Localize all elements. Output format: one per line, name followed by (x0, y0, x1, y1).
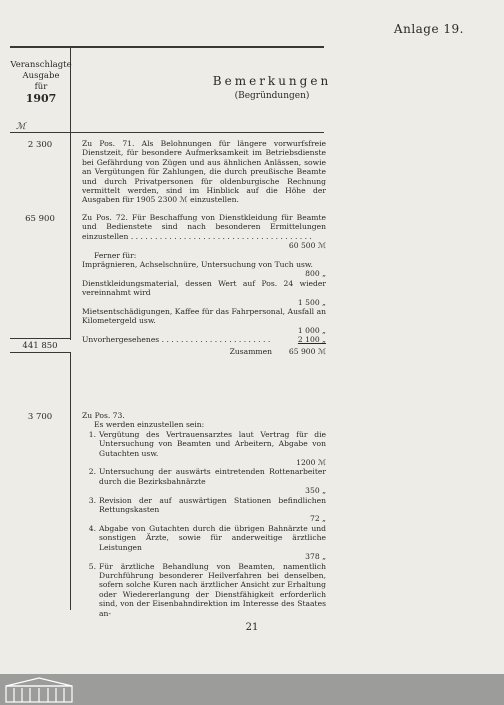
pos-73-item (82, 496, 326, 524)
pos-71-text: Zu Pos. 71. Als Belohnungen für längere vorwurfsfreie Dienstzeit, für besondere Aufmerksamkeit im Betriebsdienste bei Gefährdung von Zügen und aus ähnlichen Anlässen, sowie an Vergütungen für Zahlungen, die durch preußische Beamte und durch Privatpersonen für oldenburgische Rechnung vermittelt werden, sind im Hinblick auf die Höhe der Ausgaben für 1905 2300 ℳ einzustellen. (82, 139, 326, 205)
amount-pos-71: 2 300 (27, 140, 53, 150)
section-pos-73 (82, 411, 326, 618)
pos-72-item-value: 1 500 „ (297, 297, 326, 307)
remarks-subtitle: (Begründungen) (234, 91, 310, 101)
column-divider-lower (70, 352, 71, 610)
amount-subtotal: 441 850 (22, 341, 58, 351)
top-rule (10, 46, 324, 48)
amount-column-header (10, 60, 72, 133)
page-number: 21 (245, 622, 259, 633)
pos-72-total-value: 65 900 ℳ (288, 346, 326, 356)
pos-73-item (82, 467, 326, 495)
pos-73-item-number: 1. (88, 429, 96, 439)
pos-72-item-value: 800 „ (305, 269, 326, 279)
pos-72-intro-row (82, 213, 326, 241)
header-line-1: Veranschlagte (10, 60, 72, 70)
pos-73-item-text: Untersuchung der auswärts eintretenden Rottenarbeiter durch die Bezirksbahnärzte (99, 467, 326, 486)
pos-72-item (82, 279, 326, 307)
pos-73-item-value: 1200 ℳ (296, 458, 326, 468)
pos-72-intro-value: 60 500 ℳ (288, 241, 326, 251)
subtotal-rule-bottom (10, 352, 71, 353)
amount-pos-73: 3 700 (27, 412, 53, 422)
pos-73-item-text: Abgabe von Gutachten durch die übrigen Bahnärzte und sonstigen Ärzte, sowie für anderweitige ärztliche Leistungen (99, 523, 326, 552)
pos-72-item-label: Dienstkleidungsmaterial, dessen Wert auf Pos. 24 wieder vereinnahmt wird (82, 278, 326, 298)
pos-72-item (82, 335, 326, 344)
pos-72-item-value: 2 100 „ (297, 335, 326, 345)
amount-pos-72: 65 900 (25, 214, 55, 224)
subtotal-rule-top (10, 338, 71, 339)
remarks-title: Bemerkungen (212, 74, 332, 88)
pos-73-item-number: 5. (88, 561, 96, 571)
pos-73-item (82, 562, 326, 618)
pos-73-item-text: Für ärztliche Behandlung von Beamten, namentlich Durchführung besonderer Heilverfahren bei denselben, sofern solche Kuren nach ärztlicher Ansicht zur Erhaltung oder Wiedererlangung der Dienstfähigkeit erforderlich sind, von der Eisenbahndirektion im Interesse des Staates an- (99, 561, 326, 618)
section-pos-72 (82, 213, 326, 356)
pos-72-intro-value-row (82, 241, 326, 250)
pos-73-item (82, 524, 326, 562)
pos-73-item-number: 4. (88, 523, 96, 533)
header-line-2: Ausgabe (22, 71, 60, 81)
pos-73-item-number: 2. (88, 467, 96, 477)
archive-footer-bar (0, 674, 504, 705)
pos-73-item-text: Revision der auf auswärtigen Stationen befindlichen Rettungskasten (99, 495, 326, 515)
section-pos-71 (82, 139, 326, 205)
header-line-3: für (34, 82, 48, 92)
pos-72-item-label: Mietsentschädigungen, Kaffee für das Fahrpersonal, Ausfall an Kilometergeld usw. (82, 307, 326, 326)
pos-72-item-label: Unvorhergesehenes . . . (82, 335, 272, 344)
pos-72-intro (82, 213, 326, 241)
header-year: 1907 (25, 92, 57, 105)
library-building-logo (4, 676, 74, 704)
pos-73-title: Zu Pos. 73. (82, 411, 125, 420)
pos-72-total-label: Zusammen (229, 346, 272, 356)
pos-72-ferner: Ferner für: (94, 250, 137, 260)
pos-72-item-label: Imprägnieren, Achselschnüre, Untersuchung von Tuch usw. (82, 260, 313, 270)
header-unit: ℳ (16, 122, 26, 132)
annex-label: Anlage 19. (393, 22, 464, 36)
pos-73-item (82, 430, 326, 468)
pos-72-intro-text: Zu Pos. 72. Für Beschaffung von Dienstkleidung für Beamte und Bedienstete sind nach besonderen Ermittelungen einzustellen (82, 213, 326, 241)
remarks-column-header (70, 74, 474, 101)
pos-72-item (82, 260, 326, 279)
pos-73-item-value: 72 „ (309, 514, 326, 524)
pos-72-total-row (82, 347, 326, 356)
pos-73-intro: Es werden einzustellen sein: (94, 420, 205, 430)
pos-73-item-number: 3. (88, 495, 96, 505)
pos-73-item-value: 350 „ (305, 486, 326, 496)
pos-73-item-text: Vergütung des Vertrauensarztes laut Vertrag für die Untersuchung von Beamten und Arbeitern, Abgabe von Gutachten usw. (99, 429, 326, 458)
pos-73-item-value: 378 „ (305, 552, 326, 562)
pos-72-item (82, 307, 326, 335)
pos-72-item-value: 1 000 „ (297, 325, 326, 335)
